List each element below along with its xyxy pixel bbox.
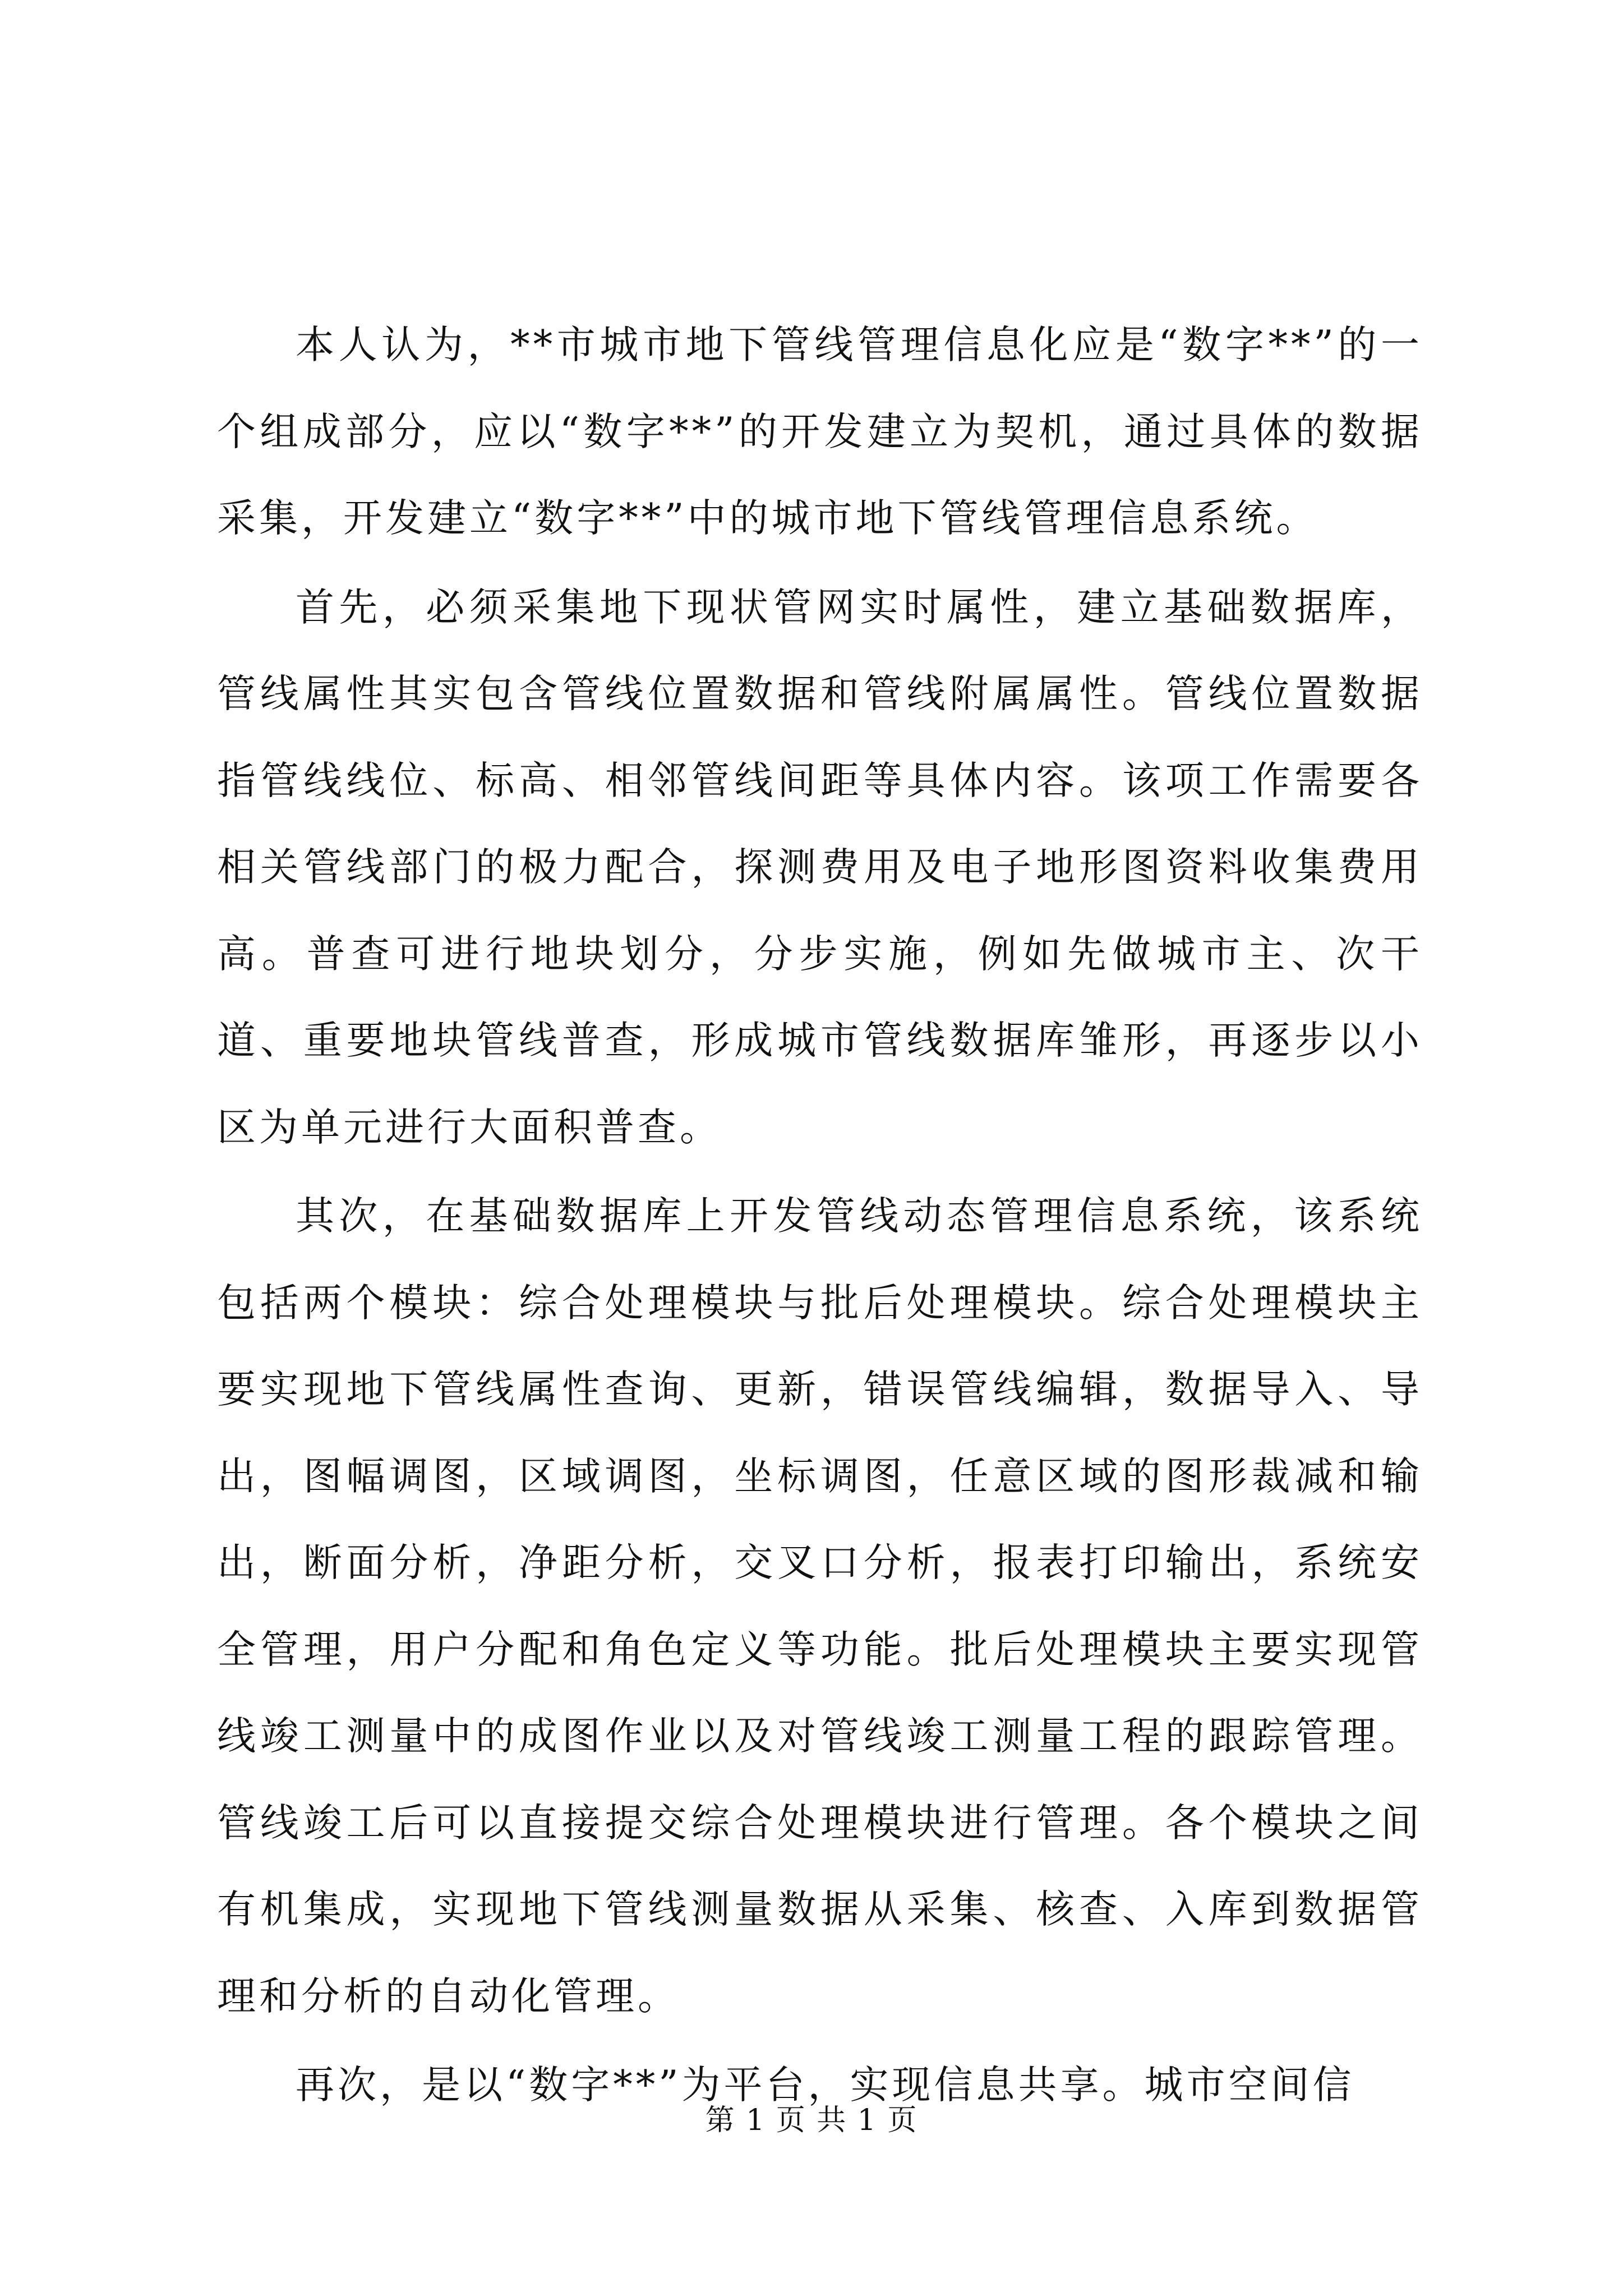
page-footer: 第 1 页 共 1 页 xyxy=(705,2104,918,2137)
paragraph-4: 再次，是以“数字**”为平台，实现信息共享。城市空间信 xyxy=(296,2063,1355,2108)
paragraph-2: 首先，必须采集地下现状管网实时属性，建立基础数据库，管线属性其实包含管线位置数据和管线附属属性。管线位置数据指管线线位、标高、相邻管线间距等具体内容。该项工作需要各相关管线部门的极力配合，探测费用及电子地形图资料收集费用高。普查可进行地块划分，分步实施，例如先做城市主、次干道、重要地块管线普查，形成城市管线数据库雏形，再逐步以小区为单元进行大面积普查。 xyxy=(217,585,1423,1150)
paragraph-1: 本人认为，**市城市地下管线管理信息化应是“数字**”的一个组成部分，应以“数字**”的开发建立为契机，通过具体的数据采集，开发建立“数字**”中的城市地下管线管理信息系统。 xyxy=(217,323,1423,541)
paragraph-3: 其次，在基础数据库上开发管线动态管理信息系统，该系统包括两个模块：综合处理模块与批后处理模块。综合处理模块主要实现地下管线属性查询、更新，错误管线编辑，数据导入、导出，图幅调图，区域调图，坐标调图，任意区域的图形裁减和输出，断面分析，净距分析，交叉口分析，报表打印输出，系统安全管理，用户分配和角色定义等功能。批后处理模块主要实现管线竣工测量中的成图作业以及对管线竣工测量工程的跟踪管理。管线竣工后可以直接提交综合处理模块进行管理。各个模块之间有机集成，实现地下管线测量数据从采集、核查、入库到数据管理和分析的自动化管理。 xyxy=(217,1194,1423,2019)
document-body xyxy=(217,302,1423,2129)
